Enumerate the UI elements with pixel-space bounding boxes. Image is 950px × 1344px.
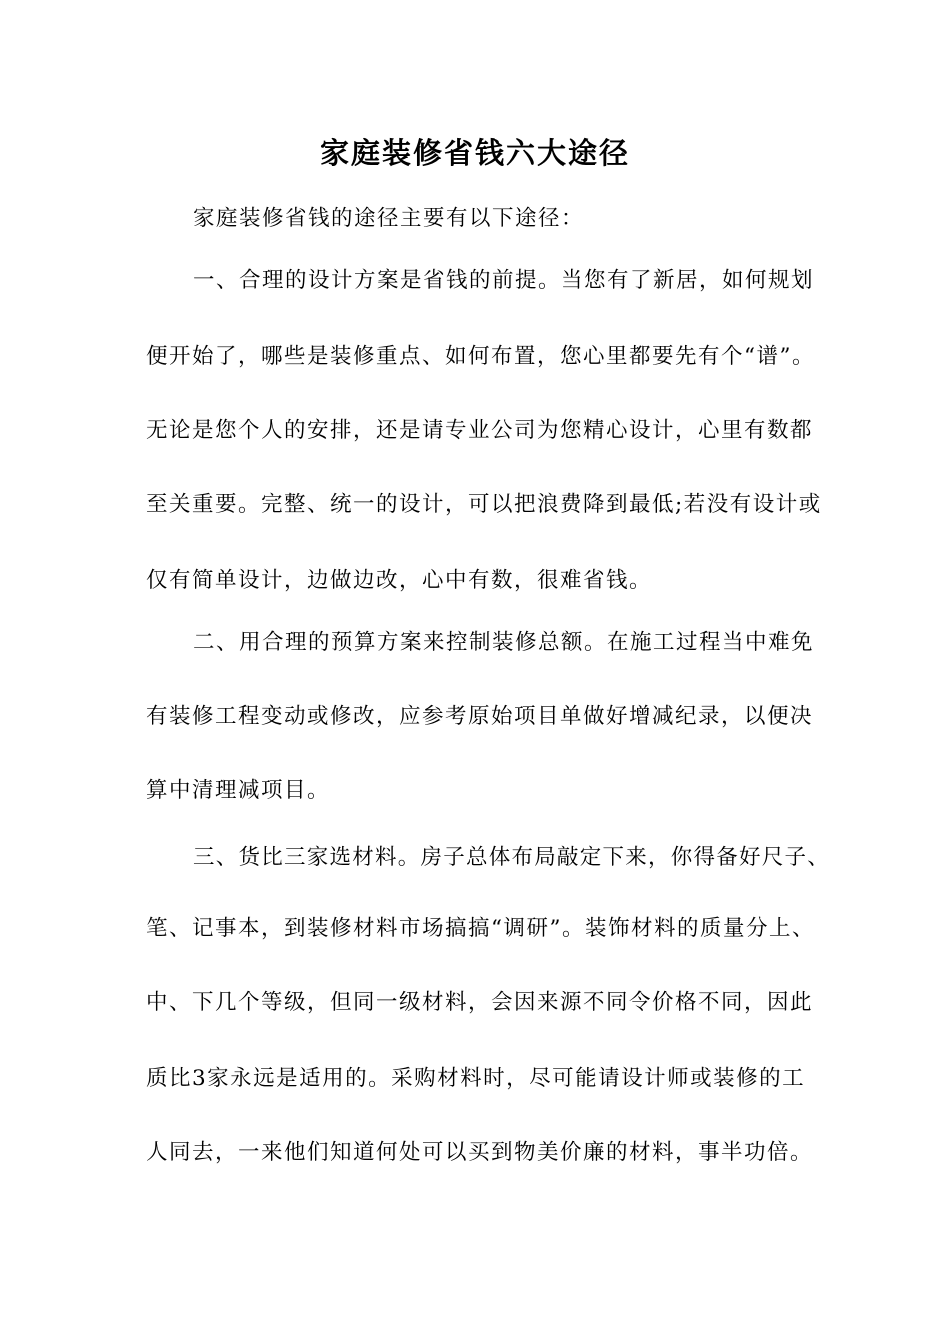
paragraph-3-line-1: 三、货比三家选材料。房子总体布局敲定下来，你得备好尺子、 <box>193 845 831 870</box>
paragraph-3-line-5: 人同去，一来他们知道何处可以买到物美价廉的材料，事半功倍。 <box>146 1140 814 1165</box>
paragraph-2-line-1: 二、用合理的预算方案来控制装修总额。在施工过程当中难免 <box>193 630 815 655</box>
paragraph-1-line-4: 至关重要。完整、统一的设计，可以把浪费降到最低;若没有设计或 <box>146 492 822 517</box>
document-title: 家庭装修省钱六大途径 <box>319 136 630 170</box>
paragraph-2-line-2: 有装修工程变动或修改，应参考原始项目单做好增减纪录，以便决 <box>146 704 814 729</box>
paragraph-1-line-5: 仅有简单设计，边做边改，心中有数，很难省钱。 <box>146 568 653 593</box>
paragraph-2-line-3: 算中清理减项目。 <box>146 778 331 803</box>
paragraph-3-line-2: 笔、记事本，到装修材料市场搞搞“调研”。装饰材料的质量分上、 <box>146 916 815 941</box>
paragraph-intro-line-1: 家庭装修省钱的途径主要有以下途径： <box>193 206 585 231</box>
paragraph-3-line-3: 中、下几个等级，但同一级材料，会因来源不同令价格不同，因此 <box>146 990 814 1015</box>
paragraph-1-line-2: 便开始了，哪些是装修重点、如何布置，您心里都要先有个“谱”。 <box>146 344 815 369</box>
paragraph-1-line-3: 无论是您个人的安排，还是请专业公司为您精心设计，心里有数都 <box>146 418 814 443</box>
paragraph-1-line-1: 一、合理的设计方案是省钱的前提。当您有了新居，如何规划 <box>193 268 815 293</box>
paragraph-3-line-4: 质比3家永远是适用的。采购材料时，尽可能请设计师或装修的工 <box>146 1066 806 1091</box>
